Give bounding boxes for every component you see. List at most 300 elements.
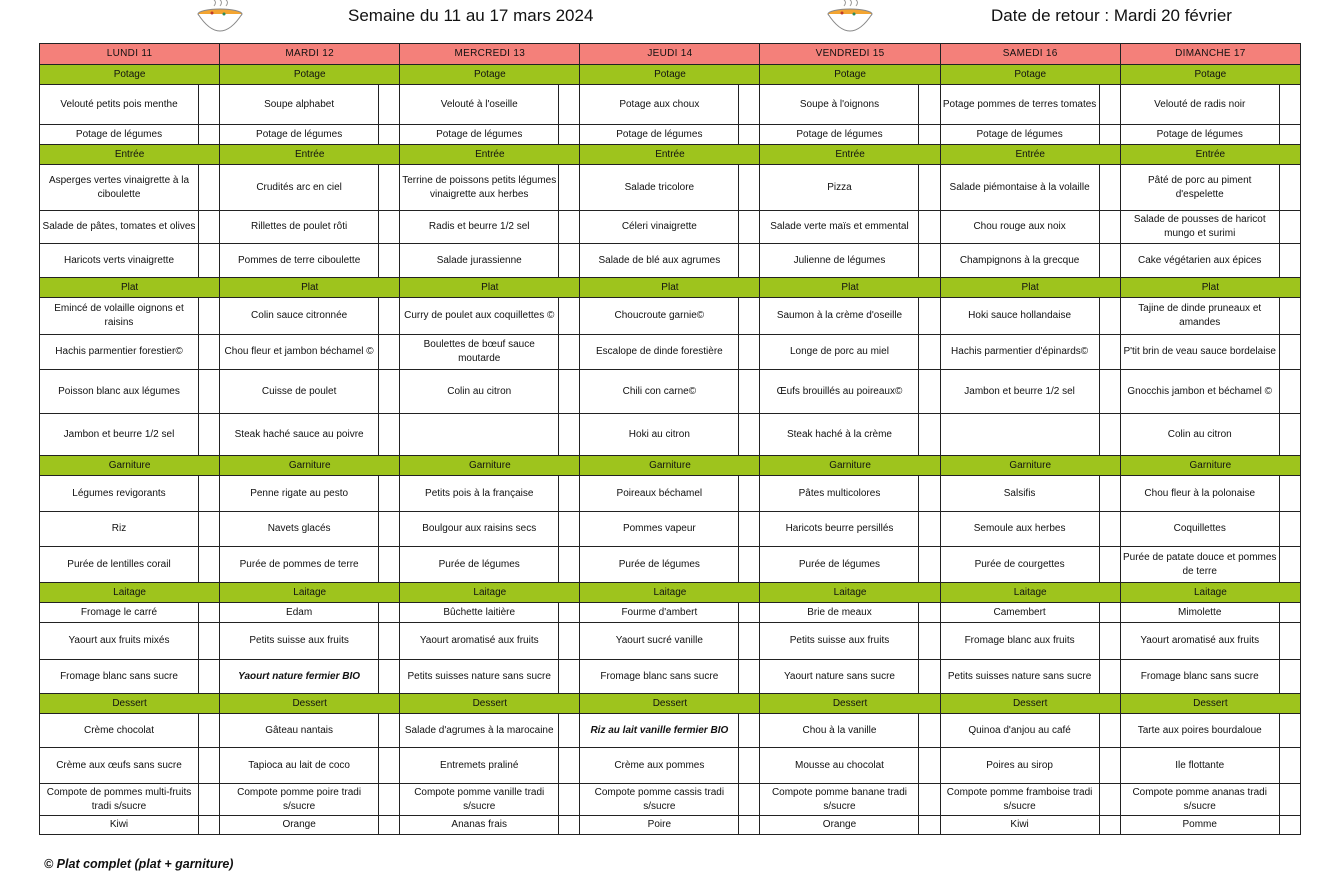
category-header-row <box>40 456 1301 476</box>
menu-side-cell <box>919 476 940 512</box>
menu-item: Quinoa d'anjou au café <box>940 714 1099 748</box>
menu-side-cell <box>379 547 400 583</box>
menu-item: Potage de légumes <box>580 125 739 145</box>
weekly-menu-table <box>39 43 1301 835</box>
menu-item: Compote pomme cassis tradi s/sucre <box>580 784 739 816</box>
menu-row <box>40 335 1301 370</box>
menu-side-cell <box>919 125 940 145</box>
menu-item: Petits suisse aux fruits <box>760 623 919 660</box>
menu-item: Soupe à l'oignons <box>760 85 919 125</box>
menu-item: Chou fleur à la polonaise <box>1120 476 1279 512</box>
menu-row <box>40 784 1301 816</box>
menu-item: Potage de légumes <box>40 125 199 145</box>
category-header-row <box>40 278 1301 298</box>
page-title: Semaine du 11 au 17 mars 2024 <box>348 6 594 25</box>
menu-row <box>40 370 1301 414</box>
menu-item: Champignons à la grecque <box>940 244 1099 278</box>
menu-item: Colin sauce citronnée <box>220 298 379 335</box>
menu-side-cell <box>198 660 219 694</box>
menu-side-cell <box>198 298 219 335</box>
day-header-row <box>40 44 1301 65</box>
category-header: Laitage <box>940 583 1120 603</box>
menu-item: Jambon et beurre 1/2 sel <box>940 370 1099 414</box>
menu-item: Poires au sirop <box>940 748 1099 784</box>
menu-item: Fromage blanc sans sucre <box>580 660 739 694</box>
menu-item: Bûchette laitière <box>400 603 559 623</box>
category-header-row <box>40 583 1301 603</box>
menu-side-cell <box>1279 85 1300 125</box>
menu-item: Poisson blanc aux légumes <box>40 370 199 414</box>
menu-side-cell <box>198 370 219 414</box>
category-header-row <box>40 65 1301 85</box>
menu-side-cell <box>559 476 580 512</box>
menu-item: Crudités arc en ciel <box>220 165 379 211</box>
menu-side-cell <box>739 85 760 125</box>
menu-side-cell <box>1099 85 1120 125</box>
menu-side-cell <box>1099 335 1120 370</box>
menu-side-cell <box>559 85 580 125</box>
menu-side-cell <box>1099 623 1120 660</box>
menu-item <box>400 414 559 456</box>
category-header: Laitage <box>580 583 760 603</box>
category-header: Entrée <box>220 145 400 165</box>
menu-side-cell <box>379 85 400 125</box>
menu-side-cell <box>739 125 760 145</box>
menu-item: Hoki au citron <box>580 414 739 456</box>
menu-item: P'tit brin de veau sauce bordelaise <box>1120 335 1279 370</box>
category-header: Dessert <box>1120 694 1300 714</box>
category-header: Entrée <box>760 145 940 165</box>
menu-side-cell <box>559 125 580 145</box>
menu-row <box>40 660 1301 694</box>
menu-item: Pomme <box>1120 816 1279 835</box>
category-header: Garniture <box>220 456 400 476</box>
day-header: MARDI 12 <box>220 44 400 65</box>
menu-item: Potage de légumes <box>220 125 379 145</box>
menu-item: Velouté de radis noir <box>1120 85 1279 125</box>
menu-item: Yaourt sucré vanille <box>580 623 739 660</box>
menu-item: Tajine de dinde pruneaux et amandes <box>1120 298 1279 335</box>
menu-item: Crème aux œufs sans sucre <box>40 748 199 784</box>
menu-item: Céleri vinaigrette <box>580 211 739 244</box>
category-header: Dessert <box>40 694 220 714</box>
menu-side-cell <box>559 298 580 335</box>
menu-side-cell <box>919 784 940 816</box>
menu-side-cell <box>739 547 760 583</box>
menu-side-cell <box>559 211 580 244</box>
category-header: Entrée <box>940 145 1120 165</box>
menu-side-cell <box>1279 244 1300 278</box>
menu-side-cell <box>1279 748 1300 784</box>
category-header: Potage <box>580 65 760 85</box>
menu-side-cell <box>198 623 219 660</box>
menu-side-cell <box>1099 547 1120 583</box>
menu-item: Longe de porc au miel <box>760 335 919 370</box>
menu-side-cell <box>919 547 940 583</box>
menu-row <box>40 476 1301 512</box>
menu-item: Choucroute garnie© <box>580 298 739 335</box>
category-header: Potage <box>40 65 220 85</box>
menu-row <box>40 547 1301 583</box>
menu-item: Soupe alphabet <box>220 85 379 125</box>
category-header: Potage <box>760 65 940 85</box>
menu-item: Poireaux béchamel <box>580 476 739 512</box>
menu-row <box>40 211 1301 244</box>
menu-item: Tapioca au lait de coco <box>220 748 379 784</box>
menu-side-cell <box>198 714 219 748</box>
soup-bowl-icon <box>826 0 874 38</box>
menu-side-cell <box>559 165 580 211</box>
menu-side-cell <box>739 512 760 547</box>
menu-item: Petits suisse aux fruits <box>220 623 379 660</box>
menu-side-cell <box>919 165 940 211</box>
category-header: Entrée <box>40 145 220 165</box>
menu-item: Potage de légumes <box>1120 125 1279 145</box>
menu-side-cell <box>739 244 760 278</box>
menu-side-cell <box>1279 816 1300 835</box>
category-header: Plat <box>40 278 220 298</box>
menu-item: Compote pomme ananas tradi s/sucre <box>1120 784 1279 816</box>
menu-item: Chili con carne© <box>580 370 739 414</box>
category-header: Garniture <box>40 456 220 476</box>
menu-side-cell <box>1279 211 1300 244</box>
category-header: Garniture <box>580 456 760 476</box>
menu-side-cell <box>1099 244 1120 278</box>
menu-side-cell <box>919 298 940 335</box>
menu-item: Salade de pâtes, tomates et olives <box>40 211 199 244</box>
menu-side-cell <box>919 603 940 623</box>
menu-row <box>40 125 1301 145</box>
menu-item: Haricots verts vinaigrette <box>40 244 199 278</box>
menu-row <box>40 298 1301 335</box>
menu-item: Emincé de volaille oignons et raisins <box>40 298 199 335</box>
menu-side-cell <box>198 748 219 784</box>
menu-item: Navets glacés <box>220 512 379 547</box>
menu-side-cell <box>1099 165 1120 211</box>
menu-item: Kiwi <box>40 816 199 835</box>
category-header: Laitage <box>400 583 580 603</box>
menu-side-cell <box>1279 165 1300 211</box>
menu-side-cell <box>739 784 760 816</box>
menu-item: Pizza <box>760 165 919 211</box>
menu-side-cell <box>379 414 400 456</box>
menu-side-cell <box>198 211 219 244</box>
day-header: VENDREDI 15 <box>760 44 940 65</box>
menu-side-cell <box>739 748 760 784</box>
menu-side-cell <box>198 165 219 211</box>
menu-item: Julienne de légumes <box>760 244 919 278</box>
menu-side-cell <box>198 125 219 145</box>
day-header: SAMEDI 16 <box>940 44 1120 65</box>
menu-item: Salade piémontaise à la volaille <box>940 165 1099 211</box>
menu-side-cell <box>559 547 580 583</box>
category-header: Plat <box>760 278 940 298</box>
menu-side-cell <box>919 660 940 694</box>
menu-side-cell <box>919 211 940 244</box>
menu-side-cell <box>198 512 219 547</box>
menu-item: Boulettes de bœuf sauce moutarde <box>400 335 559 370</box>
menu-item: Purée de légumes <box>400 547 559 583</box>
menu-side-cell <box>919 623 940 660</box>
menu-item: Fromage le carré <box>40 603 199 623</box>
menu-side-cell <box>198 603 219 623</box>
menu-side-cell <box>1279 603 1300 623</box>
category-header: Potage <box>1120 65 1300 85</box>
menu-item: Potage aux choux <box>580 85 739 125</box>
menu-item: Steak haché à la crème <box>760 414 919 456</box>
menu-side-cell <box>559 370 580 414</box>
menu-side-cell <box>559 335 580 370</box>
menu-side-cell <box>919 512 940 547</box>
menu-row <box>40 623 1301 660</box>
menu-side-cell <box>1099 370 1120 414</box>
menu-item: Gâteau nantais <box>220 714 379 748</box>
menu-side-cell <box>559 603 580 623</box>
menu-item: Rillettes de poulet rôti <box>220 211 379 244</box>
menu-side-cell <box>1099 784 1120 816</box>
menu-side-cell <box>198 476 219 512</box>
category-header: Potage <box>400 65 580 85</box>
menu-side-cell <box>1099 748 1120 784</box>
menu-item: Compote pomme vanille tradi s/sucre <box>400 784 559 816</box>
category-header: Plat <box>220 278 400 298</box>
menu-item: Chou à la vanille <box>760 714 919 748</box>
menu-side-cell <box>379 165 400 211</box>
menu-side-cell <box>1279 370 1300 414</box>
menu-item: Riz au lait vanille fermier BIO <box>580 714 739 748</box>
menu-side-cell <box>379 660 400 694</box>
menu-item: Jambon et beurre 1/2 sel <box>40 414 199 456</box>
menu-item: Fromage blanc sans sucre <box>40 660 199 694</box>
menu-side-cell <box>739 816 760 835</box>
menu-item: Velouté à l'oseille <box>400 85 559 125</box>
menu-item: Salade de blé aux agrumes <box>580 244 739 278</box>
day-header: MERCREDI 13 <box>400 44 580 65</box>
menu-item: Brie de meaux <box>760 603 919 623</box>
menu-side-cell <box>379 816 400 835</box>
category-header: Entrée <box>400 145 580 165</box>
menu-item: Potage de légumes <box>400 125 559 145</box>
menu-item: Yaourt aromatisé aux fruits <box>1120 623 1279 660</box>
menu-item: Entremets praliné <box>400 748 559 784</box>
menu-side-cell <box>198 414 219 456</box>
soup-bowl-icon <box>196 0 244 38</box>
category-header: Dessert <box>940 694 1120 714</box>
menu-side-cell <box>739 660 760 694</box>
menu-side-cell <box>559 623 580 660</box>
menu-side-cell <box>1279 298 1300 335</box>
menu-item: Kiwi <box>940 816 1099 835</box>
menu-item: Hachis parmentier d'épinards© <box>940 335 1099 370</box>
menu-item: Crème aux pommes <box>580 748 739 784</box>
category-header: Dessert <box>580 694 760 714</box>
menu-side-cell <box>198 335 219 370</box>
menu-item: Velouté petits pois menthe <box>40 85 199 125</box>
category-header: Plat <box>400 278 580 298</box>
menu-item: Asperges vertes vinaigrette à la ciboulette <box>40 165 199 211</box>
menu-side-cell <box>379 298 400 335</box>
menu-side-cell <box>919 714 940 748</box>
menu-item: Purée de légumes <box>580 547 739 583</box>
menu-side-cell <box>559 414 580 456</box>
category-header: Plat <box>1120 278 1300 298</box>
menu-item: Chou fleur et jambon béchamel © <box>220 335 379 370</box>
category-header: Garniture <box>760 456 940 476</box>
menu-side-cell <box>1279 784 1300 816</box>
menu-side-cell <box>919 414 940 456</box>
menu-item: Colin au citron <box>1120 414 1279 456</box>
menu-side-cell <box>919 816 940 835</box>
menu-side-cell <box>739 476 760 512</box>
menu-row <box>40 414 1301 456</box>
menu-side-cell <box>559 244 580 278</box>
menu-item: Fourme d'ambert <box>580 603 739 623</box>
menu-item: Purée de lentilles corail <box>40 547 199 583</box>
menu-side-cell <box>559 660 580 694</box>
menu-side-cell <box>379 603 400 623</box>
category-header: Potage <box>940 65 1120 85</box>
menu-item: Hachis parmentier forestier© <box>40 335 199 370</box>
menu-side-cell <box>739 211 760 244</box>
menu-item: Œufs brouillés au poireaux© <box>760 370 919 414</box>
menu-item: Hoki sauce hollandaise <box>940 298 1099 335</box>
menu-item: Salsifis <box>940 476 1099 512</box>
menu-side-cell <box>919 748 940 784</box>
menu-item: Pommes vapeur <box>580 512 739 547</box>
menu-item: Chou rouge aux noix <box>940 211 1099 244</box>
menu-side-cell <box>1099 512 1120 547</box>
menu-item: Coquillettes <box>1120 512 1279 547</box>
category-header: Plat <box>580 278 760 298</box>
menu-side-cell <box>198 244 219 278</box>
menu-item: Pâtes multicolores <box>760 476 919 512</box>
menu-side-cell <box>739 370 760 414</box>
menu-item: Compote pomme framboise tradi s/sucre <box>940 784 1099 816</box>
menu-item: Steak haché sauce au poivre <box>220 414 379 456</box>
menu-item: Mimolette <box>1120 603 1279 623</box>
category-header: Laitage <box>220 583 400 603</box>
menu-side-cell <box>1099 298 1120 335</box>
menu-side-cell <box>919 244 940 278</box>
menu-item: Fromage blanc sans sucre <box>1120 660 1279 694</box>
menu-side-cell <box>379 623 400 660</box>
category-header: Laitage <box>1120 583 1300 603</box>
menu-item: Petits suisses nature sans sucre <box>400 660 559 694</box>
menu-side-cell <box>559 748 580 784</box>
menu-side-cell <box>379 125 400 145</box>
menu-side-cell <box>1279 660 1300 694</box>
menu-side-cell <box>379 476 400 512</box>
menu-side-cell <box>1279 335 1300 370</box>
menu-item: Compote pomme banane tradi s/sucre <box>760 784 919 816</box>
menu-item: Petits suisses nature sans sucre <box>940 660 1099 694</box>
category-header-row <box>40 145 1301 165</box>
menu-item: Crème chocolat <box>40 714 199 748</box>
menu-side-cell <box>379 512 400 547</box>
menu-item: Poire <box>580 816 739 835</box>
menu-side-cell <box>919 370 940 414</box>
menu-item: Orange <box>220 816 379 835</box>
menu-item: Pâté de porc au piment d'espelette <box>1120 165 1279 211</box>
menu-side-cell <box>379 748 400 784</box>
menu-item: Pommes de terre ciboulette <box>220 244 379 278</box>
menu-side-cell <box>1099 603 1120 623</box>
menu-item: Petits pois à la française <box>400 476 559 512</box>
menu-item: Salade d'agrumes à la marocaine <box>400 714 559 748</box>
menu-side-cell <box>198 816 219 835</box>
menu-item: Légumes revigorants <box>40 476 199 512</box>
category-header: Garniture <box>940 456 1120 476</box>
menu-side-cell <box>1279 512 1300 547</box>
menu-item: Penne rigate au pesto <box>220 476 379 512</box>
menu-item: Ananas frais <box>400 816 559 835</box>
menu-row <box>40 748 1301 784</box>
menu-side-cell <box>739 714 760 748</box>
menu-item: Yaourt nature fermier BIO <box>220 660 379 694</box>
category-header: Garniture <box>1120 456 1300 476</box>
menu-row <box>40 603 1301 623</box>
menu-item: Purée de patate douce et pommes de terre <box>1120 547 1279 583</box>
category-header: Laitage <box>40 583 220 603</box>
menu-side-cell <box>1099 414 1120 456</box>
menu-item: Riz <box>40 512 199 547</box>
menu-side-cell <box>1279 714 1300 748</box>
menu-side-cell <box>919 335 940 370</box>
menu-item: Yaourt nature sans sucre <box>760 660 919 694</box>
menu-item: Boulgour aux raisins secs <box>400 512 559 547</box>
menu-side-cell <box>1099 476 1120 512</box>
menu-item: Semoule aux herbes <box>940 512 1099 547</box>
category-header: Dessert <box>220 694 400 714</box>
menu-item: Curry de poulet aux coquillettes © <box>400 298 559 335</box>
menu-side-cell <box>1279 414 1300 456</box>
menu-item: Gnocchis jambon et béchamel © <box>1120 370 1279 414</box>
menu-item: Yaourt aux fruits mixés <box>40 623 199 660</box>
menu-side-cell <box>739 298 760 335</box>
category-header: Entrée <box>580 145 760 165</box>
menu-item: Cake végétarien aux épices <box>1120 244 1279 278</box>
category-header: Potage <box>220 65 400 85</box>
menu-item: Orange <box>760 816 919 835</box>
footnote: © Plat complet (plat + garniture) <box>44 857 234 871</box>
menu-side-cell <box>739 414 760 456</box>
menu-side-cell <box>559 512 580 547</box>
menu-side-cell <box>559 714 580 748</box>
menu-item: Colin au citron <box>400 370 559 414</box>
menu-item: Potage de légumes <box>940 125 1099 145</box>
menu-side-cell <box>379 244 400 278</box>
menu-item: Yaourt aromatisé aux fruits <box>400 623 559 660</box>
menu-item: Salade verte maïs et emmental <box>760 211 919 244</box>
category-header: Plat <box>940 278 1120 298</box>
menu-item: Purée de courgettes <box>940 547 1099 583</box>
menu-row <box>40 714 1301 748</box>
menu-side-cell <box>739 603 760 623</box>
menu-side-cell <box>739 335 760 370</box>
menu-side-cell <box>1099 125 1120 145</box>
menu-item: Purée de légumes <box>760 547 919 583</box>
menu-side-cell <box>1099 211 1120 244</box>
menu-side-cell <box>1279 125 1300 145</box>
category-header: Entrée <box>1120 145 1300 165</box>
menu-item: Compote de pommes multi-fruits tradi s/sucre <box>40 784 199 816</box>
menu-side-cell <box>379 714 400 748</box>
category-header: Dessert <box>400 694 580 714</box>
menu-side-cell <box>198 85 219 125</box>
menu-item: Potage pommes de terres tomates <box>940 85 1099 125</box>
menu-item: Radis et beurre 1/2 sel <box>400 211 559 244</box>
category-header: Dessert <box>760 694 940 714</box>
